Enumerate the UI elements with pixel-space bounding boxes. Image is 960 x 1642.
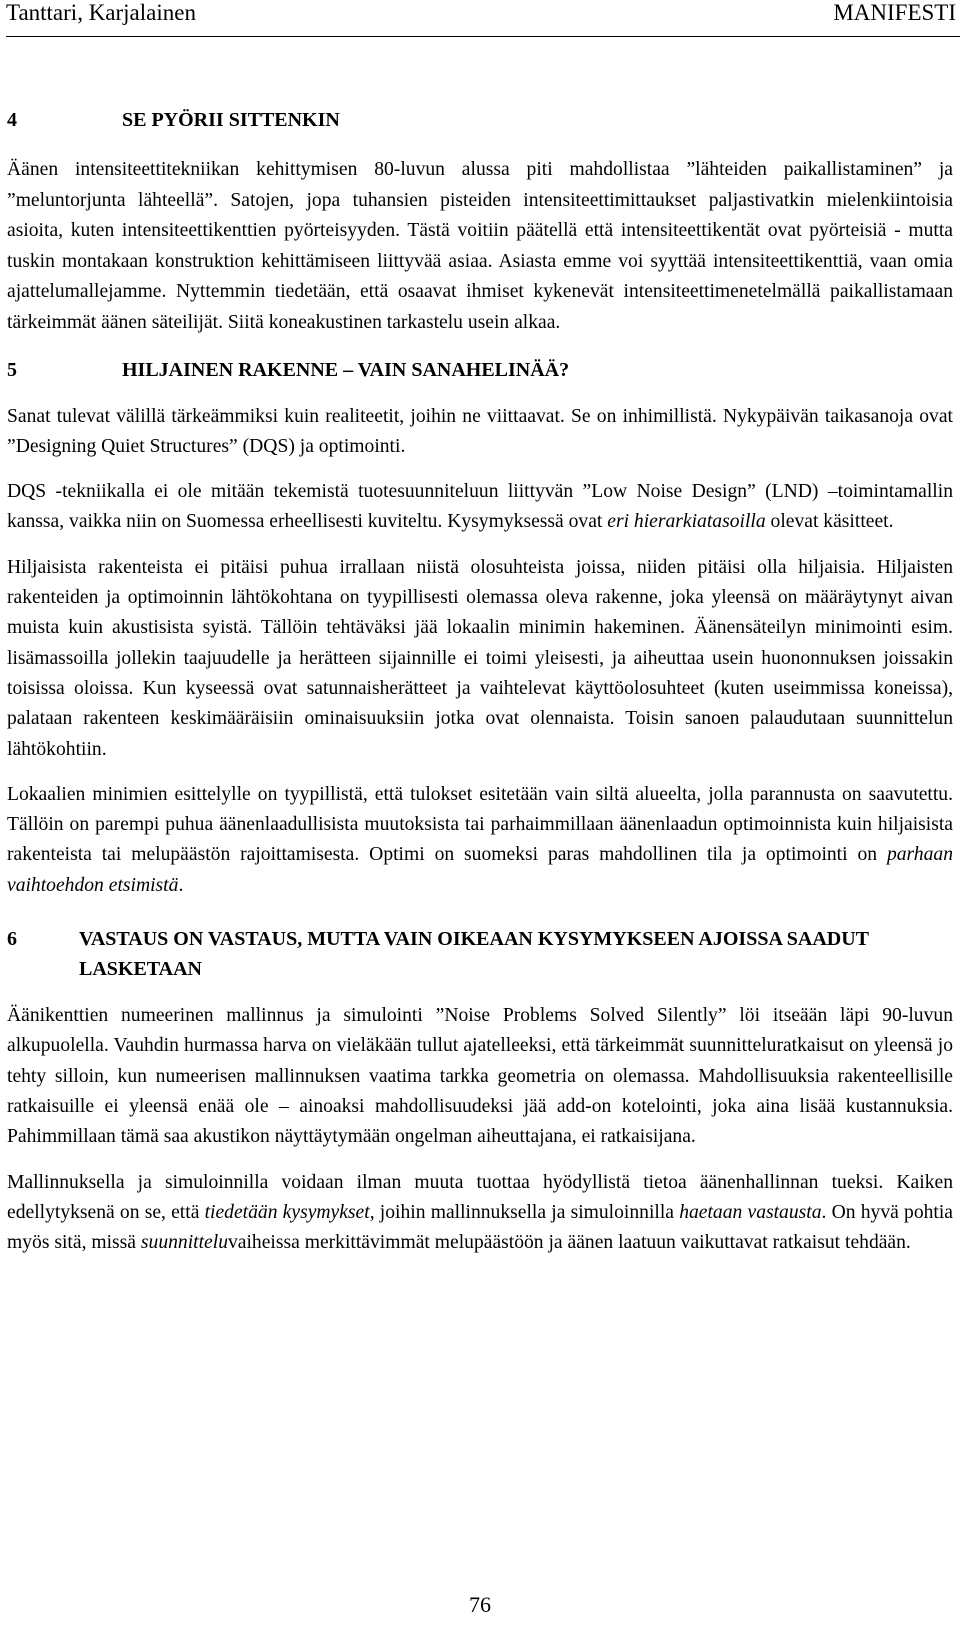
italic-run: haetaan vastausta <box>679 1201 822 1223</box>
header-title: MANIFESTI <box>833 0 956 25</box>
section-number: 6 <box>7 928 17 951</box>
section-heading-6 <box>7 924 953 984</box>
italic-run: suunnittelu <box>140 1232 228 1254</box>
italic-run: eri hierarkiatasoilla <box>607 511 766 533</box>
page-header <box>6 0 960 37</box>
text-run: Hiljaisista rakenteista ei pitäisi puhua irrallaan niistä olosuhteista joissa, niiden pitäisi olla hiljaisia. Hiljaisten rakenteiden ja optimoinnin lähtökohtana on tyypillisesti olemassa oleva rakenne, joka yleensä on määräytynyt aivan muista kuin akustisista syistä. Tällöin tehtäväksi jää lokaalin minimin hakeminen. Äänensäteilyn minimointi esim. lisämassoilla jollekin taajuudelle ja herätteen sijainnille ei toimi yleisesti, ja aiheuttaa usein huononnuksen joissakin toisissa oloissa. Kun kyseessä ovat satunnaisherätteet ja vaihtelevat käyttöolosuhteet (kuten useimmissa koneissa), palataan rakenteen keskimääräisiin ominaisuuksiin jotka ovat olennaista. Toisin sanoen palaudutaan suunnittelun lähtökohtiin. <box>7 556 953 760</box>
text-run: Mallinnuksella ja simuloinnilla voidaan ilman muuta tuottaa hyödyllistä tietoa äänenhallinnan tueksi. Kaiken edellytyksenä on se, että <box>7 1171 953 1223</box>
italic-run: tiedetään kysymykset <box>204 1201 370 1223</box>
text-run: Äänen intensiteettitekniikan kehittymisen 80-luvun alussa piti mahdollistaa ”lähteiden paikallistaminen” ja ”meluntorjunta lähteellä”. Satojen, jopa tuhansien pisteiden intensiteettimittaukset paljastivatkin mielenkiintoisia asioita, kuten intensiteettikenttien pyörteisyyden. Tästä voitiin päätellä että intensiteettikentät ovat pyörteisiä - mutta tuskin montakaan konstruktion kehittämiseen liittyvää asiaa. Asiasta emme voi syyttää intensiteettikenttiä, vaan omia ajattelumallejamme. Nyttemmin tiedetään, että osaavat ihmiset kykenevät intensiteettimenetelmällä paikallistamaan tärkeimmät äänen säteilijät. Siitä koneakustinen tarkastelu usein alkaa. <box>7 159 953 333</box>
italic-run: parhaan vaihtoehdon etsimistä <box>7 844 953 896</box>
text-run: Äänikenttien numeerinen mallinnus ja simulointi ”Noise Problems Solved Silently” löi itseään läpi 90-luvun alkupuolella. Vauhdin hurmassa harva on vieläkään tullut ajatelleeksi, että tärkeimmät suunnitteluratkaisut on yleensä jo tehty silloin, kun numeerisen mallinnuksen vaatima tarkka geometria on olemassa. Mahdollisuuksia rakenteellisille ratkaisuille ei yleensä enää ole – ainoaksi mahdollisuudeksi jää add-on kotelointi, joka aina lisää kustannuksia. Pahimmillaan tämä saa akustikon näyttäytymään ongelman aiheuttajana, ei ratkaisijana. <box>7 1005 953 1148</box>
section-title: VASTAUS ON VASTAUS, MUTTA VAIN OIKEAAN KYSYMYKSEEN AJOISSA SAADUT LASKETAAN <box>79 928 869 981</box>
paragraph <box>7 1168 953 1259</box>
paragraph <box>7 477 953 538</box>
paragraph <box>7 1001 953 1152</box>
section-heading-5 <box>7 355 953 385</box>
text-run: Sanat tulevat välillä tärkeämmiksi kuin realiteetit, joihin ne viittaavat. Se on inhimillistä. Nykypäivän taikasanoja ovat ”Designing Quiet Structures” (DQS) ja optimointi. <box>7 405 953 457</box>
text-run: . <box>178 874 184 896</box>
text-run: olevat käsitteet. <box>765 511 894 533</box>
section-title: SE PYÖRII SITTENKIN <box>122 109 340 131</box>
paragraph <box>7 155 953 339</box>
section-number: 4 <box>7 109 17 131</box>
text-run: . On hyvä pohtia myös sitä, missä <box>7 1201 954 1254</box>
paragraph <box>7 402 953 463</box>
text-run: , joihin mallinnuksella ja simuloinnilla <box>369 1201 680 1223</box>
paragraph <box>7 553 953 765</box>
text-run: vaiheissa merkittävimmät melupäästöön ja äänen laatuun vaikuttavat ratkaisut tehdään. <box>228 1232 911 1254</box>
section-title: HILJAINEN RAKENNE – VAIN SANAHELINÄÄ? <box>122 358 570 381</box>
page-number: 76 <box>469 1592 491 1617</box>
section-heading-4 <box>7 105 953 135</box>
page-content <box>7 105 953 1258</box>
paragraph <box>7 780 953 901</box>
section-number: 5 <box>7 358 17 381</box>
text-run: Lokaalien minimien esittelylle on tyypillistä, että tulokset esitetään vain siltä alueelta, jolla parannusta on saavutettu. Tällöin on parempi puhua äänenlaadullisista muutoksista tai parhaimmillaan äänenlaadun optimoinnista kuin hiljaisista rakenteista tai melupäästön rajoittamisesta. Optimi on suomeksi paras mahdollinen tila ja optimointi on <box>7 783 953 866</box>
text-run: DQS -tekniikalla ei ole mitään tekemistä tuotesuunniteluun liittyvän ”Low Noise Design” (LND) –toimintamallin kanssa, vaikka niin on Suomessa erheellisesti kuviteltu. Kysymyksessä ovat <box>7 481 953 533</box>
header-authors: Tanttari, Karjalainen <box>6 0 196 25</box>
